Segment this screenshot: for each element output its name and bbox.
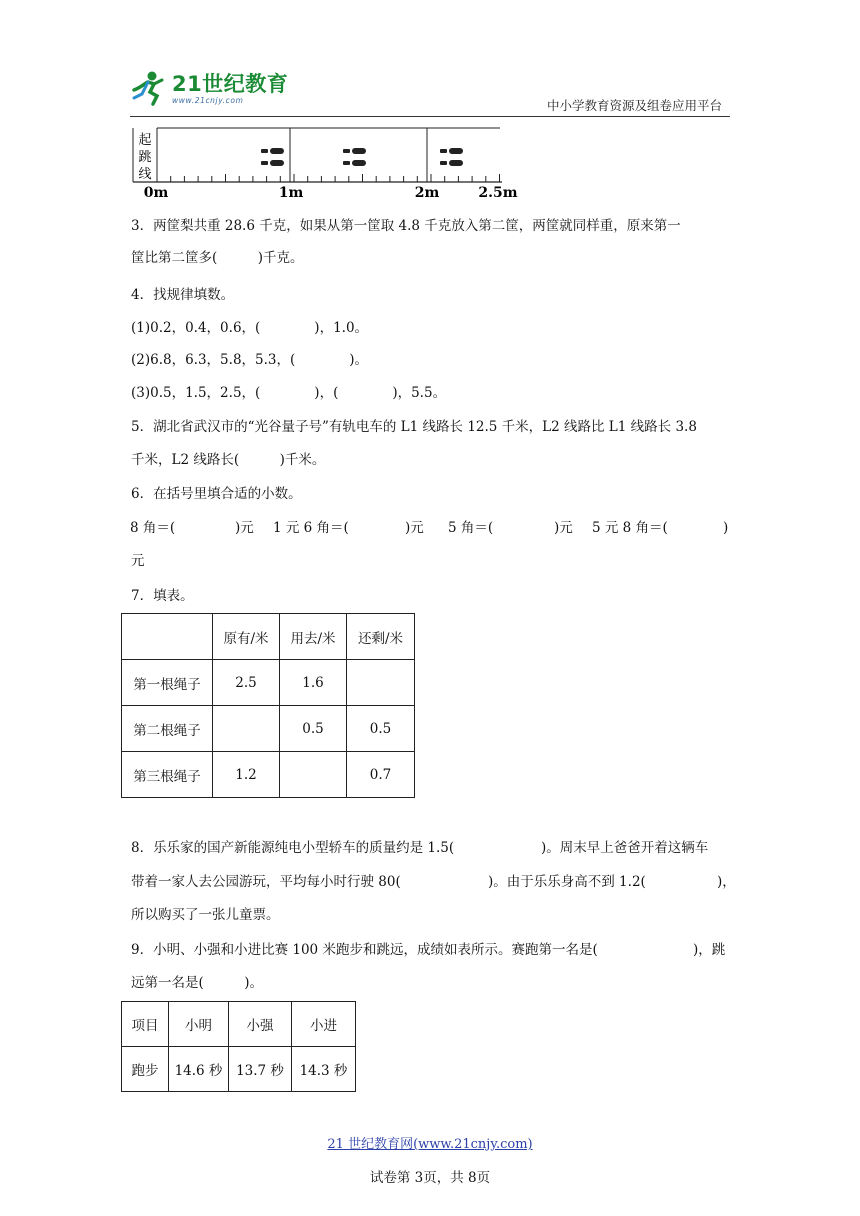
table-cell: 1.6 <box>280 660 347 706</box>
table-cell: 第二根绳子 <box>122 706 213 752</box>
q5-line-1: 5．湖北省武汉市的“光谷量子号”有轨电车的 L1 线路长 12.5 千米，L2 线路比 L1 线路长 3.8 <box>131 419 697 435</box>
footer-link-row <box>0 1133 860 1152</box>
q9-text-1a: 9．小明、小强和小进比赛 100 米跑步和跳远，成绩如表所示。赛跑第一名是( <box>131 942 598 958</box>
table-cell: 14.3 秒 <box>292 1047 356 1092</box>
start-line-char-1: 起 <box>138 133 152 148</box>
rope-table <box>121 613 415 798</box>
q8-line-2 <box>131 872 736 892</box>
platform-title: 中小学教育资源及组卷应用平台 <box>546 98 722 113</box>
table-row <box>122 706 415 752</box>
tick-label-2-5m: 2.5m <box>478 185 518 200</box>
q6-tail: 元 <box>131 553 145 569</box>
table-cell: 0.5 <box>347 706 415 752</box>
logo-title: 21世纪教育 <box>172 71 289 96</box>
footprints-1-icon <box>261 148 284 166</box>
table-header-row <box>122 614 415 660</box>
q3-line-1 <box>131 216 730 236</box>
q4-item-2: (2)6.8，6.3，5.8，5.3，( )。 <box>131 352 369 368</box>
tick-label-1m: 1m <box>278 185 304 200</box>
tick-label-0m: 0m <box>143 185 169 200</box>
q3-line-2: 筐比第二筐多( )千克。 <box>131 250 304 266</box>
table-cell: 第一根绳子 <box>122 660 213 706</box>
table-cell: 0.7 <box>347 752 415 798</box>
table-header-cell: 小强 <box>229 1002 292 1047</box>
q6-part-7: 5 元 8 角＝( <box>592 520 668 536</box>
table-header-row <box>122 1002 356 1047</box>
footer-site-link[interactable]: 21 世纪教育网(www.21cnjy.com) <box>327 1137 533 1152</box>
table-cell: 跑步 <box>122 1047 169 1092</box>
q9-line-2: 远第一名是( )。 <box>131 975 264 991</box>
site-logo <box>130 66 288 110</box>
q6-part-4: )元 <box>405 520 424 536</box>
q6-part-5: 5 角＝( <box>448 520 494 536</box>
table-cell[interactable] <box>347 660 415 706</box>
q8-text-2a: 带着一家人去公园游玩，平均每小时行驶 80( <box>131 874 401 890</box>
q4-item-1: (1)0.2，0.4，0.6，( )，1.0。 <box>131 320 369 336</box>
runner-logo-icon <box>130 68 168 108</box>
q7-title: 7．填表。 <box>131 588 194 604</box>
q6-part-6: )元 <box>554 520 573 536</box>
q8-text-2c: )， <box>717 874 736 890</box>
table-cell[interactable] <box>280 752 347 798</box>
table-header-cell: 原有/米 <box>213 614 280 660</box>
footprints-2-icon <box>343 148 366 166</box>
page-number: 试卷第 3页，共 8页 <box>369 1170 491 1186</box>
q6-part-8: ) <box>723 520 729 536</box>
table-header-cell: 小进 <box>292 1002 356 1047</box>
q3-text-1: 3．两筐梨共重 28.6 千克，如果从第一筐取 4.8 千克放入第二筐，两筐就同样重，原来第一 <box>131 218 681 234</box>
page-header <box>130 66 730 118</box>
table-row <box>122 752 415 798</box>
table-cell: 13.7 秒 <box>229 1047 292 1092</box>
table-row <box>122 660 415 706</box>
q6-part-2: )元 <box>235 520 254 536</box>
q6-part-3: 1 元 6 角＝( <box>273 520 349 536</box>
table-header-cell: 用去/米 <box>280 614 347 660</box>
q4-title: 4．找规律填数。 <box>131 287 235 303</box>
start-line-char-3: 线 <box>138 167 152 182</box>
table-header-cell: 小明 <box>169 1002 229 1047</box>
q8-line-3: 所以购买了一张儿童票。 <box>131 907 280 923</box>
footprints-3-icon <box>440 148 463 166</box>
table-cell: 0.5 <box>280 706 347 752</box>
q9-text-1b: )，跳 <box>693 942 726 958</box>
table-header-cell: 还剩/米 <box>347 614 415 660</box>
table-header-cell: 项目 <box>122 1002 169 1047</box>
q8-text-1a: 8．乐乐家的国产新能源纯电小型轿车的质量约是 1.5( <box>131 840 455 856</box>
q6-part-1: 8 角＝( <box>130 520 176 536</box>
q6-title: 6．在括号里填合适的小数。 <box>131 486 302 502</box>
q5-line-2: 千米，L2 线路长( )千米。 <box>131 452 326 468</box>
logo-url: www.21cnjy.com <box>172 95 244 105</box>
q8-line-1 <box>131 838 731 858</box>
table-cell: 2.5 <box>213 660 280 706</box>
table-cell: 14.6 秒 <box>169 1047 229 1092</box>
long-jump-diagram <box>130 122 530 200</box>
race-table <box>121 1001 356 1092</box>
header-divider <box>130 116 730 117</box>
table-cell[interactable] <box>213 706 280 752</box>
table-cell: 第三根绳子 <box>122 752 213 798</box>
start-line-char-2: 跳 <box>138 150 152 165</box>
ruler-ticks <box>157 174 500 182</box>
q8-text-1b: )。周末早上爸爸开着这辆车 <box>541 840 709 856</box>
table-header-cell <box>122 614 213 660</box>
table-cell: 1.2 <box>213 752 280 798</box>
q8-text-2b: )。由于乐乐身高不到 1.2( <box>488 874 646 890</box>
q9-line-1 <box>131 940 731 960</box>
table-row <box>122 1047 356 1092</box>
q4-item-3: (3)0.5，1.5，2.5，( )，( )，5.5。 <box>131 385 447 401</box>
tick-label-2m: 2m <box>414 185 440 200</box>
jump-frame <box>133 128 502 182</box>
